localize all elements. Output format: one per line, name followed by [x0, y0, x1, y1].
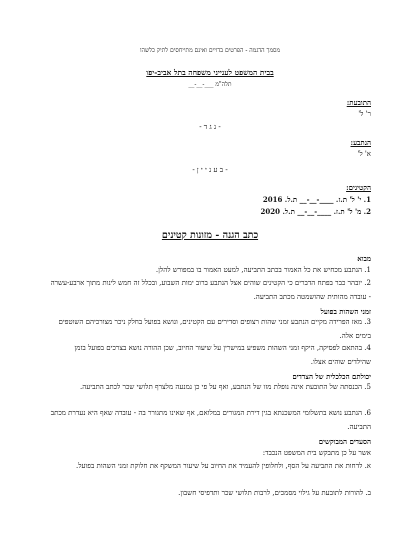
section-heading-time: זמני השהות בפועל	[320, 307, 371, 316]
section-heading-relief: הסעדים המבוקשים	[318, 437, 371, 446]
section-heading-ability: יכולתם הכלכלית של הצדדים	[292, 372, 371, 381]
paragraph-3: 3. מאז הפרידה מקיים הנתבע זמני שהות רצופים וסדירים עם הקטינים, ונושא בפועל בחלק ניכר מצורכיהם השוטפים בימים אלה.	[58, 318, 371, 340]
court-name: בבית המשפט לענייני משפחה בתל אביב-יפו	[146, 68, 274, 77]
paragraph-5: 5. הכנסתה של התובעת אינה נופלת מזו של הנתבע, ואף על פי כן נמנעה מלצרף תלושי שכר לכתב התביעה.	[80, 383, 371, 391]
case-number: תלה"מ ___-__-__	[188, 81, 232, 88]
paragraph-6: 6. הנתבע נושא בתשלומי המשכנתא בגין דירת המגורים במלואם, אף שאינו מתגורר בה - עובדה שאף היא נעדרת מכתב התביעה.	[50, 409, 371, 431]
minor-item: 2. מ' ל' ת.ז. ____-__-__ ת.ל. 2020	[260, 207, 371, 216]
paragraph-4: 4. בהתאם לפסיקה, היקף זמני השהות משפיע במישרין על שיעור החיוב, שכן ההורה נושא בצרכים בפועל בזמן שהילדים שוהים אצלו.	[74, 344, 371, 366]
relief-item-a: א. לדחות את התביעה על הסף, ולחלופין להעמיד את החיוב על שיעור המשקף את חלוקת זמני השהות בפועל.	[76, 462, 371, 470]
plaintiff-label: התובעת:	[346, 98, 371, 107]
versus-divider: - נ ג ד -	[199, 123, 221, 131]
minors-label: הקטינים:	[346, 183, 371, 192]
document-title: כתב הגנה - מזונות קטינים	[161, 230, 259, 241]
section-heading-intro: מבוא	[357, 254, 371, 263]
relief-item-b: ב. להורות לתובעת על גילוי מסמכים, לרבות תלושי שכר ותדפיסי חשבון.	[178, 489, 371, 497]
relief-intro: אשר על כן מתבקש בית המשפט הנכבד:	[262, 449, 371, 457]
regarding-divider: - ב ע נ י י ן -	[192, 166, 228, 174]
paragraph-2: 2. יובהר כבר בפתח הדברים כי הקטינים שוהים אצל הנתבע ברוב ימות השבוע, ובכלל זה חמש לינות מתוך ארבע-עשרה - עובדה מהותית שהושמטה מכתב התביעה.	[50, 279, 371, 301]
header-note: מסמך הדגמה - הפרטים בדויים ואינם מתייחסים לתיק כלשהו	[139, 47, 281, 54]
plaintiff-name: ר' ל'	[358, 110, 371, 118]
defendant-name: א' ל'	[357, 150, 371, 158]
minor-item: 1. י' ל' ת.ז. ____-__-__ ת.ל. 2016	[262, 195, 371, 204]
paragraph-1: 1. הנתבע מכחיש את כל האמור בכתב התביעה, למעט האמור בו במפורש להלן.	[155, 266, 371, 274]
defendant-label: הנתבע:	[350, 138, 371, 147]
